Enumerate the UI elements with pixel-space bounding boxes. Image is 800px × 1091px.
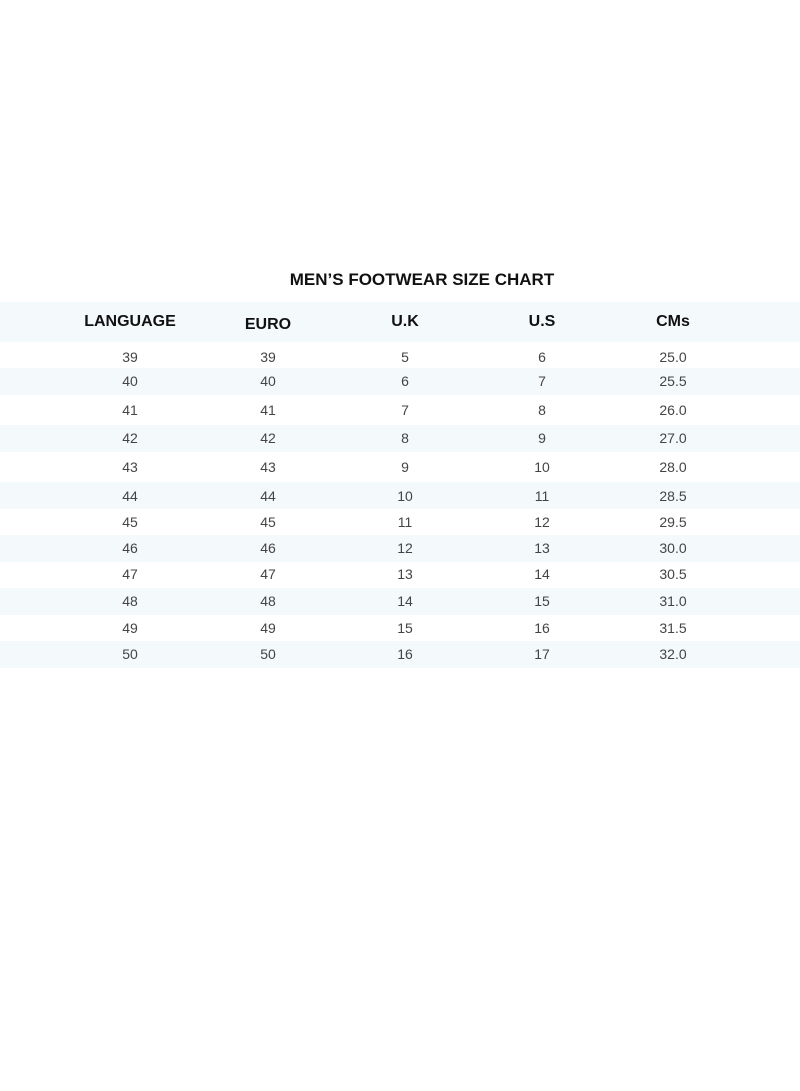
table-cell: 45 — [260, 514, 276, 530]
table-cell: 13 — [534, 540, 550, 556]
table-cell: 7 — [401, 402, 409, 418]
table-cell: 49 — [260, 620, 276, 636]
table-cell: 31.5 — [659, 620, 687, 636]
page-title: MEN’S FOOTWEAR SIZE CHART — [289, 270, 555, 289]
table-cell: 41 — [122, 402, 138, 418]
table-cell: 50 — [122, 646, 138, 662]
table-cell: 47 — [122, 566, 138, 582]
table-cell: 11 — [397, 514, 413, 530]
table-cell: 9 — [538, 430, 546, 446]
table-cell: 16 — [397, 646, 413, 662]
table-cell: 40 — [260, 373, 276, 389]
table-cell: 31.0 — [659, 593, 687, 609]
table-cell: 46 — [260, 540, 276, 556]
table-cell: 40 — [122, 373, 138, 389]
table-cell: 17 — [534, 646, 550, 662]
table-cell: 28.0 — [659, 459, 687, 475]
table-cell: 29.5 — [659, 514, 687, 530]
table-cell: 12 — [534, 514, 550, 530]
table-cell: 44 — [122, 488, 138, 504]
table-cell: 49 — [122, 620, 138, 636]
table-cell: 25.5 — [659, 373, 687, 389]
table-cell: 42 — [260, 430, 276, 446]
table-cell: 6 — [401, 373, 409, 389]
table-cell: 42 — [122, 430, 138, 446]
table-cell: 12 — [397, 540, 413, 556]
table-cell: 46 — [122, 540, 138, 556]
table-cell: 30.5 — [659, 566, 687, 582]
table-cell: 48 — [122, 593, 138, 609]
column-header: EURO — [244, 316, 292, 333]
table-cell: 5 — [401, 349, 409, 365]
table-cell: 16 — [534, 620, 550, 636]
table-cell: 47 — [260, 566, 276, 582]
table-cell: 7 — [538, 373, 546, 389]
table-cell: 44 — [260, 488, 276, 504]
table-cell: 14 — [534, 566, 550, 582]
table-cell: 10 — [397, 488, 413, 504]
table-cell: 39 — [260, 349, 276, 365]
table-cell: 8 — [401, 430, 409, 446]
table-cell: 48 — [260, 593, 276, 609]
column-header: U.K — [391, 313, 419, 330]
table-cell: 41 — [260, 402, 276, 418]
table-cell: 15 — [534, 593, 550, 609]
table-cell: 13 — [397, 566, 413, 582]
table-cell: 25.0 — [659, 349, 687, 365]
column-header: LANGUAGE — [84, 313, 176, 330]
table-cell: 15 — [397, 620, 413, 636]
table-cell: 10 — [534, 459, 550, 475]
table-cell: 27.0 — [659, 430, 687, 446]
table-cell: 9 — [401, 459, 409, 475]
table-cell: 6 — [538, 349, 546, 365]
table-cell: 32.0 — [659, 646, 687, 662]
table-cell: 45 — [122, 514, 138, 530]
table-cell: 43 — [260, 459, 276, 475]
table-cell: 43 — [122, 459, 138, 475]
column-header: U.S — [528, 313, 556, 330]
table-cell: 8 — [538, 402, 546, 418]
table-cell: 39 — [122, 349, 138, 365]
table-cell: 30.0 — [659, 540, 687, 556]
table-cell: 26.0 — [659, 402, 687, 418]
table-cell: 28.5 — [659, 488, 687, 504]
table-cell: 50 — [260, 646, 276, 662]
column-header: CMs — [656, 313, 690, 330]
table-cell: 11 — [534, 488, 550, 504]
table-cell: 14 — [397, 593, 413, 609]
